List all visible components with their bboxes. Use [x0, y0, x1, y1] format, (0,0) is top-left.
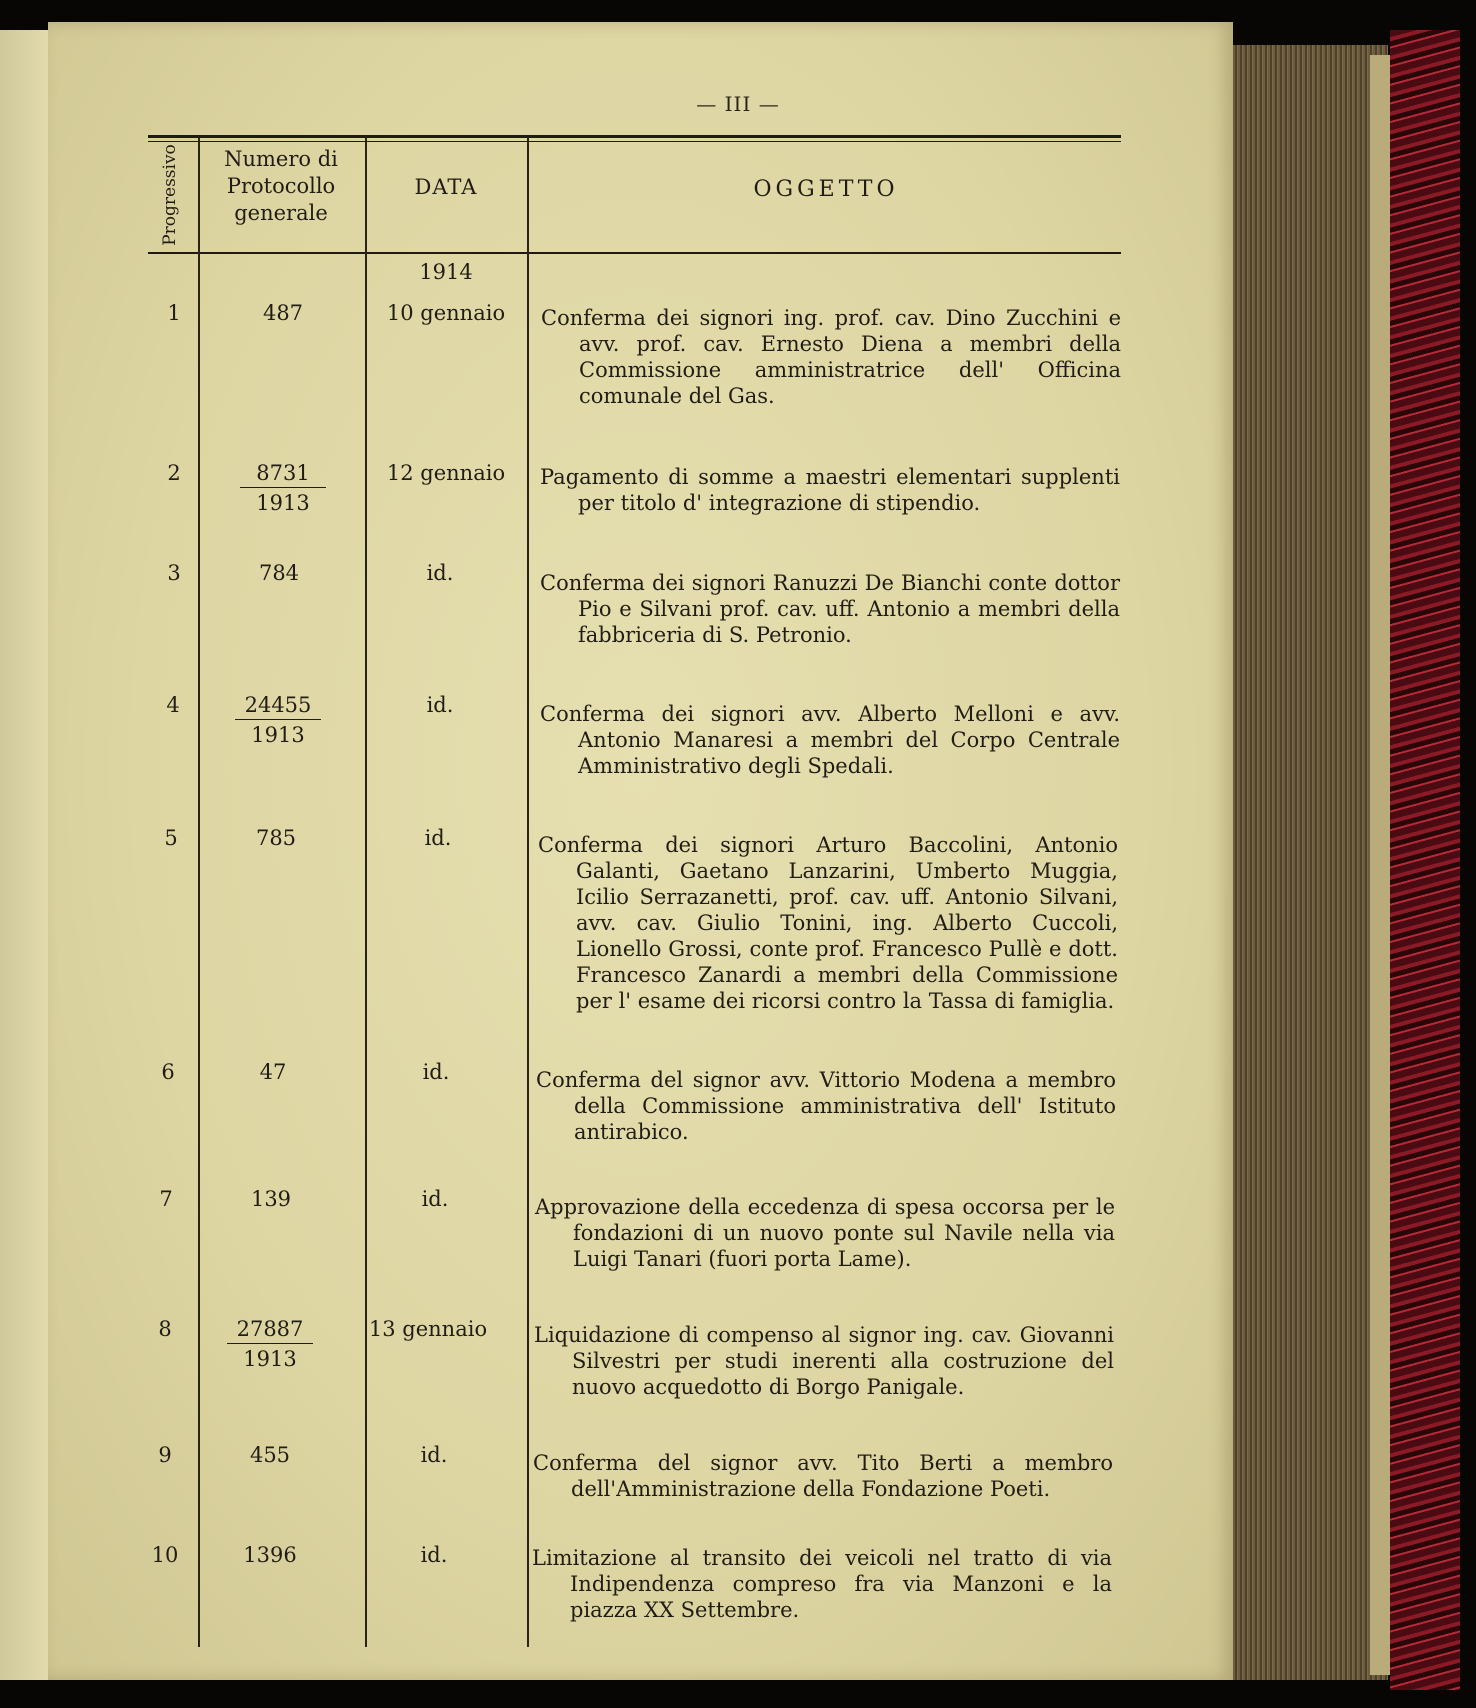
table-header-rule	[148, 252, 1121, 254]
row-numero	[205, 1443, 335, 1467]
row-numero	[213, 693, 343, 747]
row-numero-value: 455	[249, 1443, 291, 1467]
row-oggetto: Conferma dei signori ing. prof. cav. Dino Zucchini e avv. prof. cav. Ernesto Diena a membri della Commissione amministratrice dell' Officina comunale del Gas.	[541, 306, 1121, 408]
row-numero-value: 27887	[227, 1317, 313, 1344]
header-oggetto: OGGETTO	[753, 177, 899, 202]
row-data: 10 gennaio	[386, 301, 506, 325]
header-progressivo: Progressivo	[160, 144, 180, 246]
row-oggetto: Conferma dei signori Arturo Baccolini, Antonio Galanti, Gaetano Lanzarini, Umberto Muggia, Icilio Serrazanetti, prof. cav. uff. Antonio Silvani, avv. cav. Giulio Tonini, ing. Alberto Cuccoli, Lionello Grossi, conte prof. Francesco Pullè e dott. Francesco Zanardi a membri della Commissione per l' esame dei ricorsi contro la Tassa di famiglia.	[538, 833, 1118, 1013]
row-numero	[214, 561, 344, 585]
row-numero	[205, 1543, 335, 1567]
row-oggetto: Liquidazione di compenso al signor ing. cav. Giovanni Silvestri per studi inerenti alla costruzione del nuovo acquedotto di Borgo Panigale.	[534, 1323, 1114, 1399]
row-numero-year: 1913	[256, 491, 310, 515]
row-data: id.	[426, 561, 454, 585]
row-numero-value: 139	[250, 1187, 292, 1211]
row-numero	[208, 1060, 338, 1084]
row-oggetto: Pagamento di somme a maestri elementari supplenti per titolo d' integrazione di stipendio.	[540, 465, 1120, 515]
row-progressivo: 2	[167, 461, 181, 485]
page-number: — III —	[696, 92, 780, 116]
row-numero-value: 785	[255, 826, 297, 850]
row-numero-value: 487	[262, 301, 304, 325]
row-numero-value: 8731	[240, 461, 326, 488]
row-numero	[206, 1187, 336, 1211]
row-numero-value: 784	[258, 561, 300, 585]
row-oggetto: Conferma del signor avv. Tito Berti a membro dell'Amministrazione della Fondazione Poeti.	[533, 1451, 1113, 1501]
row-progressivo: 7	[159, 1187, 173, 1211]
row-progressivo: 8	[158, 1317, 172, 1341]
page-stack-edge-light	[1370, 55, 1390, 1675]
page-stack-edges	[1233, 45, 1388, 1680]
row-numero	[218, 461, 348, 515]
row-oggetto: Conferma dei signori Ranuzzi De Bianchi conte dottor Pio e Silvani prof. cav. uff. Antonio a membri della fabbriceria di S. Petronio.	[540, 571, 1120, 647]
row-data: id.	[420, 1543, 448, 1567]
row-numero-year: 1913	[243, 1347, 297, 1371]
row-progressivo: 3	[167, 561, 181, 585]
facing-page-edge	[0, 30, 52, 1680]
row-numero-value: 47	[259, 1060, 287, 1084]
row-data: id.	[422, 1060, 450, 1084]
column-divider-2	[365, 137, 367, 1647]
row-progressivo: 10	[151, 1543, 179, 1567]
row-oggetto: Limitazione al transito dei veicoli nel tratto di via Indipendenza compreso fra via Manzoni e la piazza XX Settembre.	[532, 1546, 1112, 1622]
year-label: 1914	[419, 260, 473, 284]
column-divider-3	[527, 137, 529, 1647]
row-data: 12 gennaio	[386, 461, 506, 485]
row-progressivo: 5	[164, 826, 178, 850]
row-numero	[211, 826, 341, 850]
header-data: DATA	[414, 175, 478, 199]
row-data: id.	[424, 826, 452, 850]
row-numero-value: 1396	[243, 1543, 297, 1567]
row-numero-value: 24455	[235, 693, 321, 720]
row-oggetto: Conferma del signor avv. Vittorio Modena a membro della Commissione amministrativa dell' Istituto antirabico.	[536, 1068, 1116, 1144]
row-numero	[218, 301, 348, 325]
row-data: 13 gennaio	[368, 1317, 488, 1341]
row-data: id.	[420, 1443, 448, 1467]
row-progressivo: 6	[161, 1060, 175, 1084]
column-divider-1	[198, 137, 200, 1647]
row-progressivo: 4	[166, 693, 180, 717]
row-oggetto: Conferma dei signori avv. Alberto Melloni e avv. Antonio Manaresi a membri del Corpo Centrale Amministrativo degli Spedali.	[540, 702, 1120, 778]
row-data: id.	[421, 1187, 449, 1211]
row-numero	[205, 1317, 335, 1371]
row-progressivo: 9	[158, 1443, 172, 1467]
row-numero-year: 1913	[251, 723, 305, 747]
row-oggetto: Approvazione della eccedenza di spesa occorsa per le fondazioni di un nuovo ponte sul Navile nella via Luigi Tanari (fuori porta Lame).	[535, 1195, 1115, 1271]
table-top-rule	[148, 135, 1121, 138]
marbled-cover	[1390, 30, 1460, 1690]
row-data: id.	[426, 693, 454, 717]
table-top-rule-thin	[148, 141, 1121, 142]
header-numero-protocollo: Numero di Protocollo generale	[224, 147, 338, 225]
row-progressivo: 1	[167, 301, 181, 325]
